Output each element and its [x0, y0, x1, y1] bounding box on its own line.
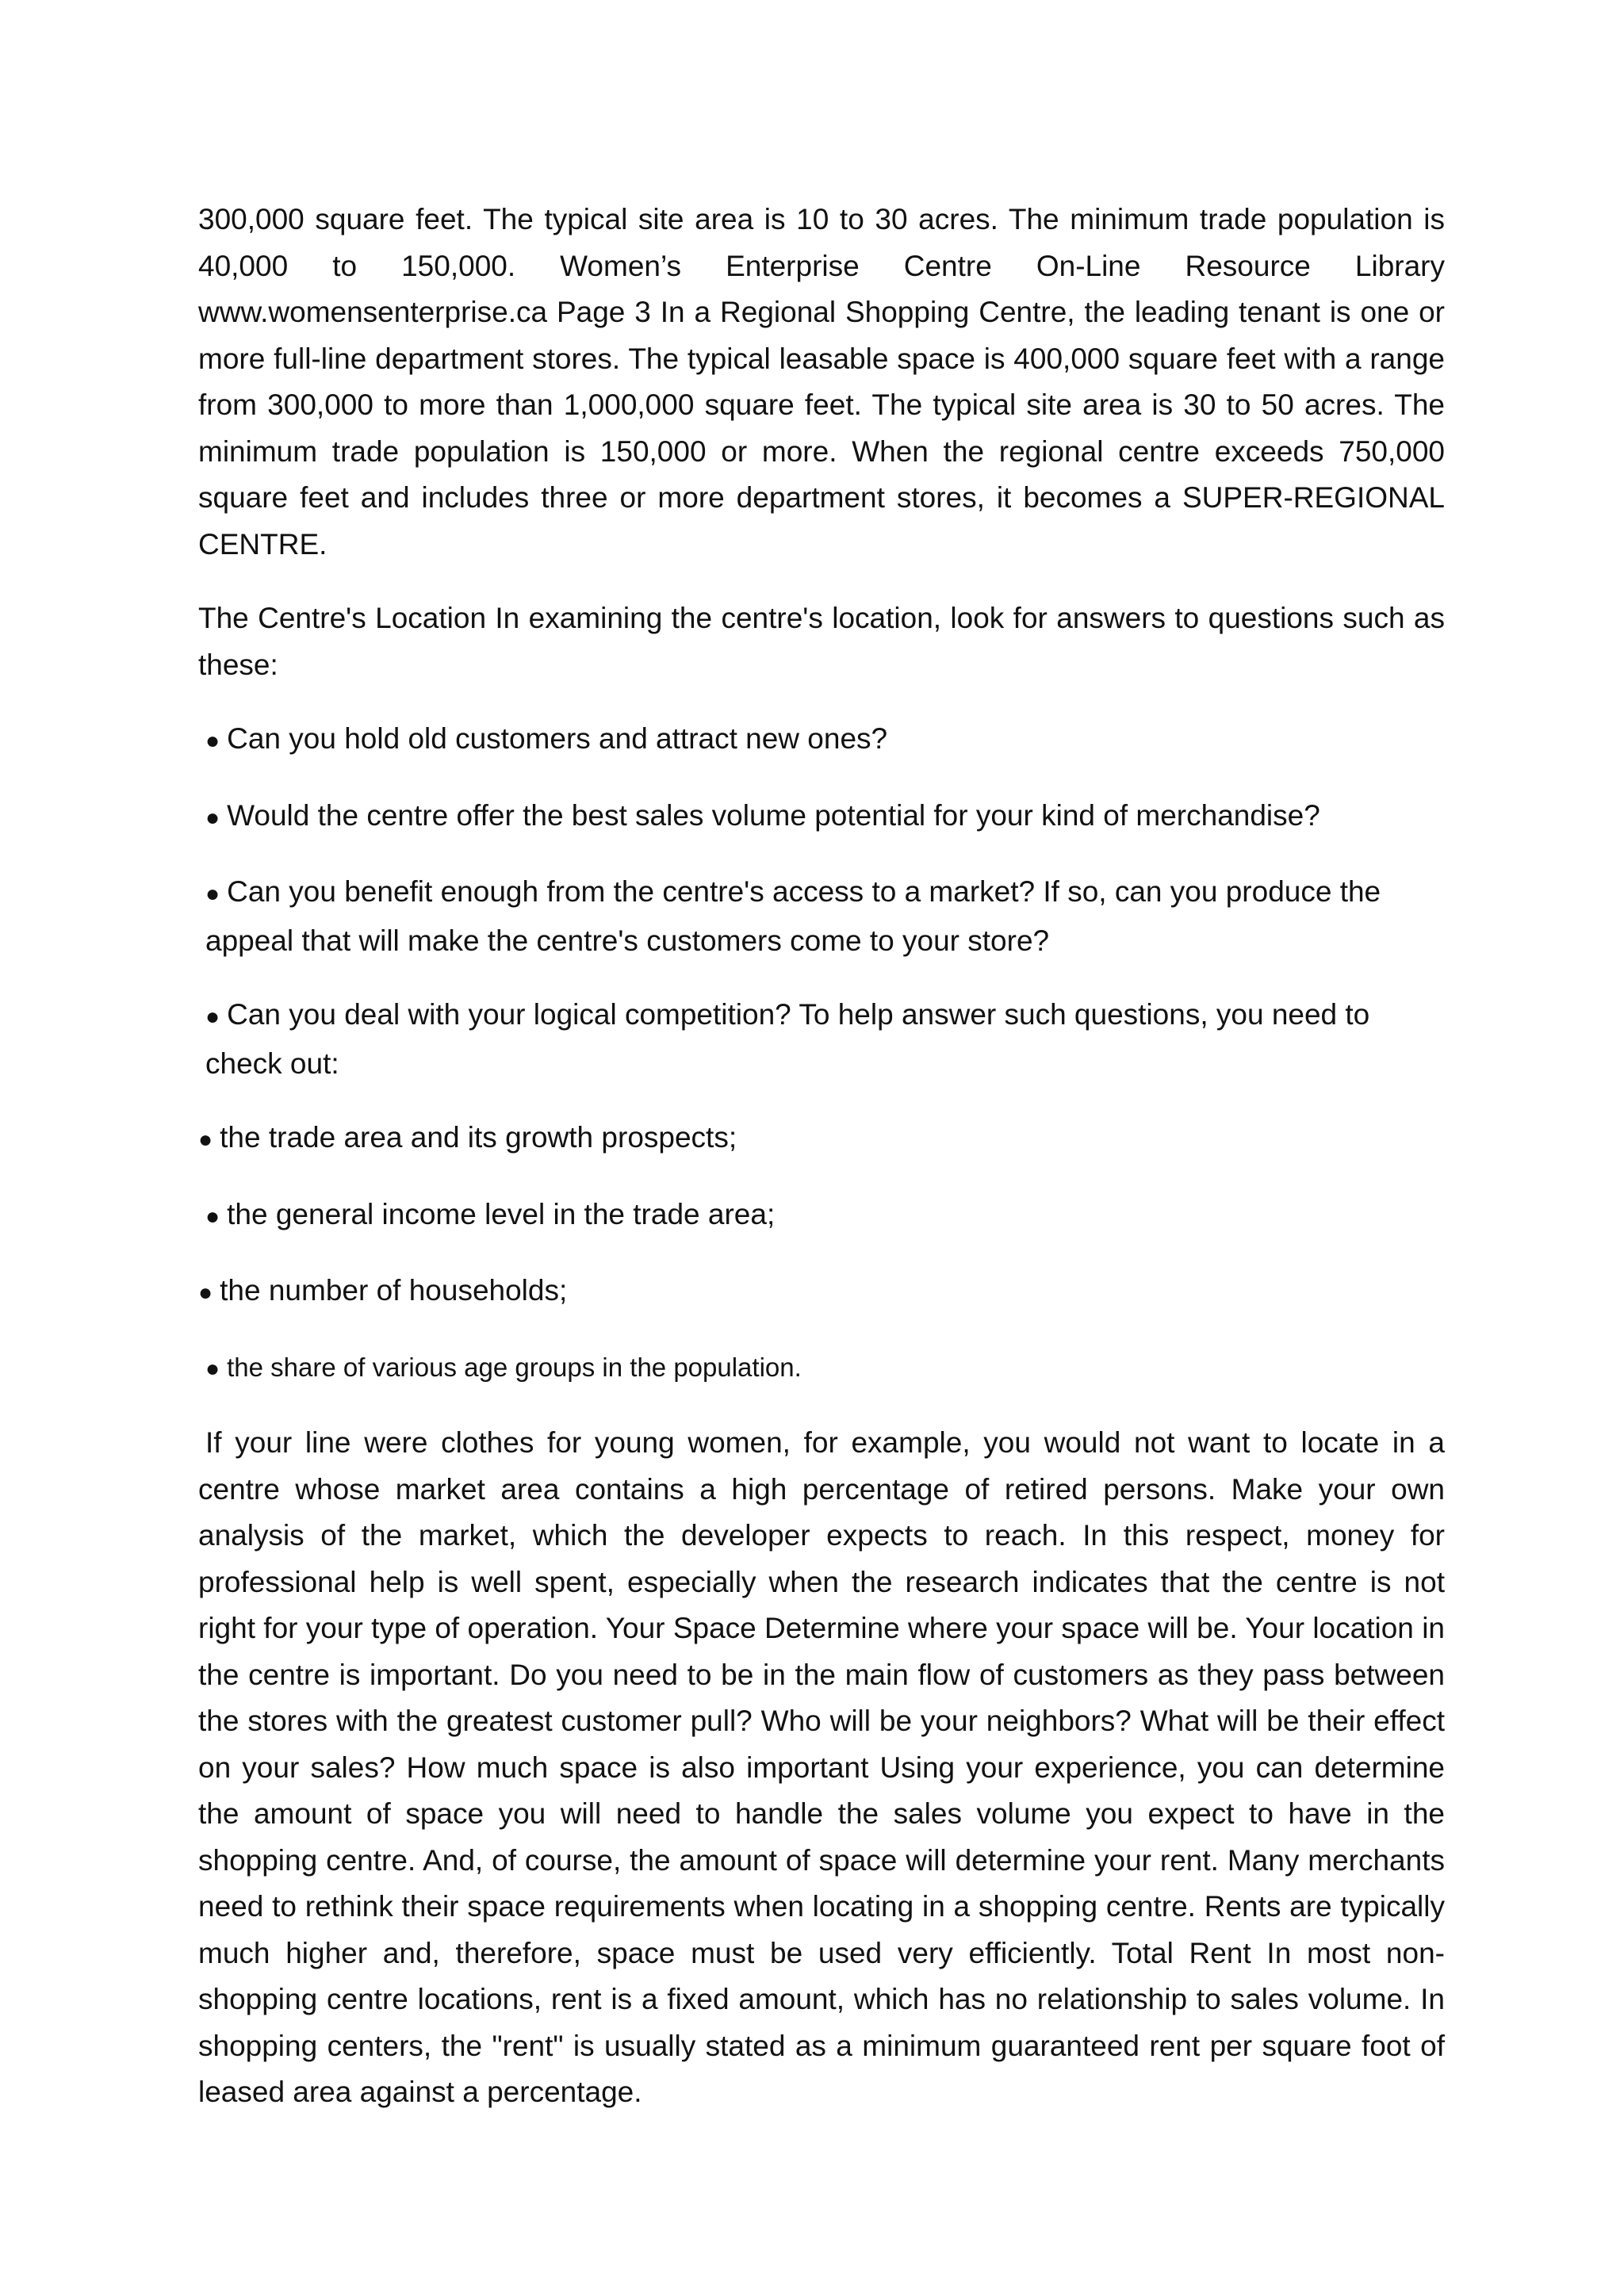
bullet-item — [198, 869, 1445, 964]
checklist-item — [198, 1115, 1445, 1164]
bullet-icon: ● — [205, 728, 220, 754]
bullet-text: Can you deal with your logical competition? To help answer such questions, you need to check out: — [205, 998, 1370, 1080]
bullet-item — [198, 716, 1445, 765]
checklist-item — [198, 1192, 1445, 1241]
paragraph-centre-location: The Centre's Location In examining the centre's location, look for answers to questions such as these: — [198, 602, 1445, 681]
checklist-text: the trade area and its growth prospects; — [220, 1121, 737, 1154]
checklist-item — [198, 1345, 1445, 1393]
bullet-icon: ● — [198, 1127, 213, 1153]
bullet-item — [198, 793, 1445, 842]
bullet-text: Would the centre offer the best sales volume potential for your kind of merchandise? — [227, 798, 1320, 832]
checklist-text: the general income level in the trade area; — [227, 1197, 776, 1230]
bullet-icon: ● — [205, 1355, 220, 1382]
checklist-text: the share of various age groups in the population. — [227, 1352, 802, 1382]
document-page — [198, 197, 1445, 2144]
bullet-text: Can you benefit enough from the centre's access to a market? If so, can you produce the appeal that will make the centre's customers come to your store? — [205, 875, 1381, 957]
bullet-icon: ● — [205, 804, 220, 831]
bullet-text: Can you hold old customers and attract new ones? — [227, 722, 888, 755]
checklist-text: the number of households; — [220, 1274, 568, 1307]
bullet-icon: ● — [205, 881, 220, 907]
checklist-item — [198, 1268, 1445, 1317]
paragraph-shopping-centre-types: 300,000 square feet. The typical site area is 10 to 30 acres. The minimum trade population is 40,000 to 150,000. Women’s Enterprise Centre On-Line Resource Library www.womensenterprise.ca Page 3 In a Regional Shopping Centre, the leading tenant is one or more full-line department stores. The typical leasable space is 400,000 square feet with a range from 300,000 to more than 1,000,000 square feet. The typical site area is 30 to 50 acres. The minimum trade population is 150,000 or more. When the regional centre exceeds 750,000 square feet and includes three or more department stores, it becomes a SUPER-REGIONAL CENTRE. — [198, 203, 1445, 561]
paragraph-market-space-rent: If your line were clothes for young women, for example, you would not want to locate in a centre whose market area contains a high percentage of retired persons. Make your own analysis of the market, which the developer expects to reach. In this respect, money for professional help is well spent, especially when the research indicates that the centre is not right for your type of operation. Your Space Determine where your space will be. Your location in the centre is important. Do you need to be in the main flow of customers as they pass between the stores with the greatest customer pull? Who will be your neighbors? What will be their effect on your sales? How much space is also important Using your experience, you can determine the amount of space you will need to handle the sales volume you expect to have in the shopping centre. And, of course, the amount of space will determine your rent. Many merchants need to rethink their space requirements when locating in a shopping centre. Rents are typically much higher and, therefore, space must be used very efficiently. Total Rent In most non-shopping centre locations, rent is a fixed amount, which has no relationship to sales volume. In shopping centers, the "rent" is usually stated as a minimum guaranteed rent per square foot of leased area against a percentage. — [198, 1426, 1445, 2108]
bullet-item — [198, 992, 1445, 1087]
bullet-icon: ● — [205, 1004, 220, 1030]
bullet-icon: ● — [205, 1203, 220, 1230]
bullet-icon: ● — [198, 1280, 213, 1306]
